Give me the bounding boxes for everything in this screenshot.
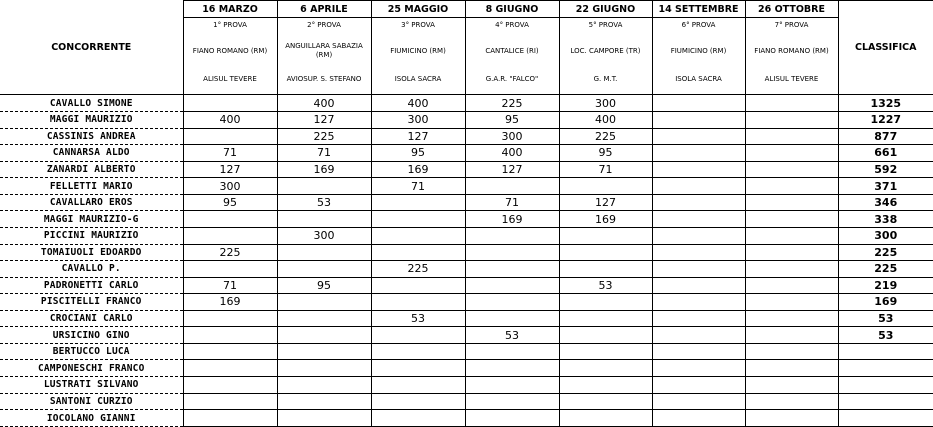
round-score: 225 — [277, 128, 371, 145]
ranking-header: CLASSIFICA — [838, 1, 933, 95]
total-score: 1227 — [838, 112, 933, 129]
round-score — [465, 410, 559, 427]
round-location: FIANO ROMANO (RM) — [754, 46, 829, 55]
total-score — [838, 360, 933, 377]
round-score — [652, 377, 745, 394]
round-score — [745, 393, 838, 410]
competitor-name: MAGGI MAURIZIO-G — [0, 211, 183, 228]
round-score: 300 — [183, 178, 277, 195]
round-number: 2° PROVA — [307, 21, 341, 30]
round-club: ISOLA SACRA — [675, 74, 722, 83]
round-score — [559, 327, 652, 344]
round-score — [745, 161, 838, 178]
round-score — [559, 377, 652, 394]
total-score: 169 — [838, 294, 933, 311]
round-score — [652, 211, 745, 228]
round-score — [277, 327, 371, 344]
competitor-name: CAVALLARO EROS — [0, 194, 183, 211]
round-score: 127 — [559, 194, 652, 211]
competitor-name: URSICINO GINO — [0, 327, 183, 344]
round-number: 7° PROVA — [774, 21, 809, 30]
round-club: ISOLA SACRA — [394, 74, 442, 83]
round-score: 71 — [371, 178, 465, 195]
round-score — [652, 178, 745, 195]
round-details — [371, 18, 465, 95]
competitor-name: FELLETTI MARIO — [0, 178, 183, 195]
competitor-name: IOCOLANO GIANNI — [0, 410, 183, 427]
round-score — [745, 360, 838, 377]
round-score: 53 — [277, 194, 371, 211]
round-club: AVIOSUP. S. STEFANO — [286, 74, 362, 83]
round-score — [183, 360, 277, 377]
round-score — [183, 410, 277, 427]
round-score — [559, 294, 652, 311]
round-number: 1° PROVA — [213, 21, 247, 30]
round-score — [371, 244, 465, 261]
round-score — [183, 343, 277, 360]
round-score — [559, 393, 652, 410]
competitor-name: PADRONETTI CARLO — [0, 277, 183, 294]
round-score: 300 — [371, 112, 465, 129]
table-row — [0, 277, 933, 294]
total-score — [838, 410, 933, 427]
competitor-name: CASSINIS ANDREA — [0, 128, 183, 145]
round-number: 3° PROVA — [401, 21, 435, 30]
round-score — [652, 294, 745, 311]
round-score — [465, 393, 559, 410]
header-dates-row — [0, 1, 933, 18]
round-score — [183, 377, 277, 394]
round-score — [465, 277, 559, 294]
table-row — [0, 377, 933, 394]
round-score — [371, 227, 465, 244]
total-score: 300 — [838, 227, 933, 244]
round-location: FIANO ROMANO (RM) — [192, 46, 268, 55]
round-score — [652, 277, 745, 294]
round-club: G. M.T. — [593, 74, 618, 83]
round-score: 300 — [559, 95, 652, 112]
round-score — [183, 211, 277, 228]
total-score — [838, 343, 933, 360]
round-score — [183, 327, 277, 344]
round-club: ALISUL TEVERE — [203, 74, 257, 83]
competitor-name: CROCIANI CARLO — [0, 310, 183, 327]
table-row — [0, 360, 933, 377]
competitor-header: CONCORRENTE — [0, 1, 183, 95]
round-score — [371, 211, 465, 228]
round-score — [652, 227, 745, 244]
round-score — [652, 261, 745, 278]
table-row — [0, 112, 933, 129]
round-score — [277, 360, 371, 377]
table-row — [0, 261, 933, 278]
round-score — [277, 211, 371, 228]
competitor-name: TOMAIUOLI EDOARDO — [0, 244, 183, 261]
round-score — [652, 360, 745, 377]
round-score — [652, 128, 745, 145]
table-row — [0, 393, 933, 410]
round-score: 400 — [277, 95, 371, 112]
round-score: 225 — [465, 95, 559, 112]
round-number: 6° PROVA — [681, 21, 716, 30]
round-score — [277, 393, 371, 410]
round-score — [652, 393, 745, 410]
round-score: 71 — [183, 145, 277, 162]
competitor-name: PICCINI MAURIZIO — [0, 227, 183, 244]
round-score — [652, 327, 745, 344]
round-score: 225 — [371, 261, 465, 278]
round-score: 225 — [559, 128, 652, 145]
round-score — [277, 377, 371, 394]
round-score — [559, 227, 652, 244]
round-location: FIUMICINO (RM) — [390, 46, 446, 55]
round-score: 400 — [183, 112, 277, 129]
round-details — [745, 18, 838, 95]
round-score — [652, 145, 745, 162]
round-score — [183, 227, 277, 244]
round-score — [652, 112, 745, 129]
round-score — [745, 261, 838, 278]
table-row — [0, 310, 933, 327]
round-score: 169 — [371, 161, 465, 178]
total-score — [838, 393, 933, 410]
round-location: LOC. CAMPORE (TR) — [570, 46, 641, 55]
table-row — [0, 244, 933, 261]
round-score — [745, 194, 838, 211]
round-score: 95 — [465, 112, 559, 129]
table-row — [0, 145, 933, 162]
round-score — [745, 277, 838, 294]
round-score — [371, 294, 465, 311]
round-details — [277, 18, 371, 95]
total-score: 53 — [838, 327, 933, 344]
round-score: 71 — [559, 161, 652, 178]
round-score: 53 — [559, 277, 652, 294]
total-score: 592 — [838, 161, 933, 178]
competitor-name: CAMPONESCHI FRANCO — [0, 360, 183, 377]
round-score: 127 — [371, 128, 465, 145]
round-score: 71 — [465, 194, 559, 211]
competitor-name: CAVALLO SIMONE — [0, 95, 183, 112]
round-score — [559, 310, 652, 327]
round-location: FIUMICINO (RM) — [670, 46, 727, 55]
round-score — [745, 227, 838, 244]
round-score: 169 — [559, 211, 652, 228]
round-score — [465, 377, 559, 394]
round-score — [371, 327, 465, 344]
competitor-name: MAGGI MAURIZIO — [0, 112, 183, 129]
table-row — [0, 178, 933, 195]
round-score — [183, 261, 277, 278]
round-score: 127 — [277, 112, 371, 129]
round-score — [371, 377, 465, 394]
round-score — [745, 410, 838, 427]
round-score — [652, 310, 745, 327]
round-score — [183, 95, 277, 112]
total-score: 346 — [838, 194, 933, 211]
round-date: 6 APRILE — [277, 1, 371, 18]
round-location: ANGUILLARA SABAZIA (RM) — [285, 42, 363, 60]
total-score: 371 — [838, 178, 933, 195]
round-score: 127 — [465, 161, 559, 178]
total-score: 661 — [838, 145, 933, 162]
table-row — [0, 410, 933, 427]
round-score — [277, 178, 371, 195]
round-score — [371, 343, 465, 360]
round-score — [745, 178, 838, 195]
round-score: 53 — [371, 310, 465, 327]
round-score: 95 — [559, 145, 652, 162]
total-score: 219 — [838, 277, 933, 294]
round-score — [559, 178, 652, 195]
total-score — [838, 377, 933, 394]
table-row — [0, 343, 933, 360]
round-score: 95 — [183, 194, 277, 211]
table-row — [0, 294, 933, 311]
round-score — [465, 294, 559, 311]
total-score: 338 — [838, 211, 933, 228]
round-score — [371, 393, 465, 410]
round-score — [559, 244, 652, 261]
round-score — [745, 112, 838, 129]
round-score: 169 — [465, 211, 559, 228]
round-date: 16 MARZO — [183, 1, 277, 18]
competitor-name: CANNARSA ALDO — [0, 145, 183, 162]
round-score — [745, 343, 838, 360]
round-score — [183, 393, 277, 410]
round-score — [277, 244, 371, 261]
round-number: 5° PROVA — [588, 21, 623, 30]
round-score — [465, 178, 559, 195]
round-score — [652, 194, 745, 211]
round-score — [371, 194, 465, 211]
round-club: ALISUL TEVERE — [764, 74, 819, 83]
round-details — [559, 18, 652, 95]
round-score — [465, 310, 559, 327]
round-score — [277, 261, 371, 278]
round-details — [465, 18, 559, 95]
round-score — [559, 343, 652, 360]
round-score — [559, 360, 652, 377]
round-score — [465, 360, 559, 377]
total-score: 1325 — [838, 95, 933, 112]
round-score: 225 — [183, 244, 277, 261]
round-score: 71 — [183, 277, 277, 294]
round-date: 25 MAGGIO — [371, 1, 465, 18]
total-score: 225 — [838, 261, 933, 278]
round-score: 400 — [371, 95, 465, 112]
round-score — [745, 95, 838, 112]
round-details — [183, 18, 277, 95]
round-details — [652, 18, 745, 95]
round-score — [745, 128, 838, 145]
round-score — [745, 145, 838, 162]
round-number: 4° PROVA — [495, 21, 529, 30]
round-score — [277, 310, 371, 327]
round-score: 300 — [277, 227, 371, 244]
round-club: G.A.R. "FALCO" — [485, 74, 539, 83]
round-score — [652, 410, 745, 427]
table-row — [0, 95, 933, 112]
round-score — [277, 343, 371, 360]
round-score: 400 — [559, 112, 652, 129]
competitor-name: SANTONI CURZIO — [0, 393, 183, 410]
table-row — [0, 194, 933, 211]
round-score — [371, 410, 465, 427]
round-score — [745, 377, 838, 394]
round-score — [465, 261, 559, 278]
round-score: 169 — [183, 294, 277, 311]
round-score — [652, 244, 745, 261]
competitor-name: LUSTRATI SILVANO — [0, 377, 183, 394]
table-row — [0, 161, 933, 178]
table-row — [0, 128, 933, 145]
round-date: 8 GIUGNO — [465, 1, 559, 18]
table-row — [0, 211, 933, 228]
round-score — [277, 410, 371, 427]
round-score — [745, 294, 838, 311]
round-score — [183, 310, 277, 327]
round-score — [652, 161, 745, 178]
round-score — [745, 327, 838, 344]
competitor-name: CAVALLO P. — [0, 261, 183, 278]
total-score: 877 — [838, 128, 933, 145]
round-score: 53 — [465, 327, 559, 344]
table-row — [0, 227, 933, 244]
table-row — [0, 327, 933, 344]
round-score — [745, 310, 838, 327]
competitor-name: BERTUCCO LUCA — [0, 343, 183, 360]
round-score — [183, 128, 277, 145]
round-date: 26 OTTOBRE — [745, 1, 838, 18]
round-score: 95 — [371, 145, 465, 162]
competitor-name: ZANARDI ALBERTO — [0, 161, 183, 178]
round-score — [559, 410, 652, 427]
round-score — [652, 343, 745, 360]
round-score — [745, 211, 838, 228]
round-score — [465, 343, 559, 360]
round-score: 400 — [465, 145, 559, 162]
total-score: 53 — [838, 310, 933, 327]
round-score: 71 — [277, 145, 371, 162]
round-score — [652, 95, 745, 112]
competitor-name: PISCITELLI FRANCO — [0, 294, 183, 311]
round-score — [559, 261, 652, 278]
round-score — [371, 277, 465, 294]
round-score — [465, 227, 559, 244]
total-score: 225 — [838, 244, 933, 261]
round-score — [277, 294, 371, 311]
round-date: 22 GIUGNO — [559, 1, 652, 18]
round-score — [745, 244, 838, 261]
round-score — [371, 360, 465, 377]
round-date: 14 SETTEMBRE — [652, 1, 745, 18]
round-score: 95 — [277, 277, 371, 294]
round-score — [465, 244, 559, 261]
round-score: 127 — [183, 161, 277, 178]
round-score: 169 — [277, 161, 371, 178]
round-score: 300 — [465, 128, 559, 145]
round-location: CANTALICE (RI) — [485, 46, 539, 55]
